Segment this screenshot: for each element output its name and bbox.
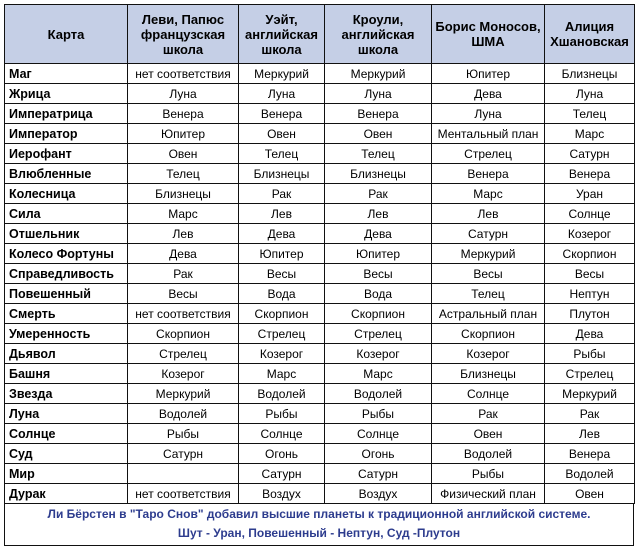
correspondence-cell: Сатурн <box>545 144 635 164</box>
correspondence-cell: Близнецы <box>325 164 432 184</box>
correspondence-cell <box>128 464 239 484</box>
table-row <box>5 364 635 384</box>
correspondence-cell: Луна <box>545 84 635 104</box>
table-row <box>5 404 635 424</box>
correspondence-cell: Дева <box>545 324 635 344</box>
correspondence-cell: Рыбы <box>128 424 239 444</box>
correspondence-cell: Марс <box>128 204 239 224</box>
correspondence-cell: Венера <box>128 104 239 124</box>
correspondence-cell: Козерог <box>545 224 635 244</box>
correspondence-cell: Водолей <box>128 404 239 424</box>
correspondence-cell: Сатурн <box>239 464 325 484</box>
table-row <box>5 224 635 244</box>
correspondence-cell: Рак <box>128 264 239 284</box>
correspondence-cell: Дева <box>325 224 432 244</box>
correspondence-cell: Рыбы <box>432 464 545 484</box>
correspondence-cell: Близнецы <box>239 164 325 184</box>
correspondence-cell: Овен <box>239 124 325 144</box>
correspondence-cell: Меркурий <box>325 64 432 84</box>
correspondence-cell: Скорпион <box>432 324 545 344</box>
correspondence-cell: Весы <box>325 264 432 284</box>
table-row <box>5 64 635 84</box>
correspondence-cell: Солнце <box>545 204 635 224</box>
correspondence-cell: Воздух <box>239 484 325 504</box>
footer-note <box>4 504 634 546</box>
correspondence-cell: Рак <box>432 404 545 424</box>
table-row <box>5 424 635 444</box>
correspondence-cell: Скорпион <box>325 304 432 324</box>
correspondence-cell: Водолей <box>325 384 432 404</box>
correspondence-cell: Марс <box>325 364 432 384</box>
correspondence-cell: Дева <box>128 244 239 264</box>
correspondence-cell: Стрелец <box>432 144 545 164</box>
card-name-cell: Мир <box>5 464 128 484</box>
correspondence-cell: Козерог <box>128 364 239 384</box>
correspondence-cell: Рак <box>545 404 635 424</box>
correspondence-cell: Овен <box>325 124 432 144</box>
correspondence-cell: Дева <box>432 84 545 104</box>
correspondence-cell: Стрелец <box>239 324 325 344</box>
correspondence-cell: Лев <box>128 224 239 244</box>
table-row <box>5 204 635 224</box>
header-crowley: Кроули, английская школа <box>325 5 432 64</box>
correspondence-cell: Близнецы <box>432 364 545 384</box>
correspondence-cell: Юпитер <box>128 124 239 144</box>
card-name-cell: Солнце <box>5 424 128 444</box>
tarot-correspondence-table <box>4 4 635 504</box>
correspondence-cell: Юпитер <box>432 64 545 84</box>
card-name-cell: Башня <box>5 364 128 384</box>
table-header <box>5 5 635 64</box>
table-body <box>5 64 635 504</box>
correspondence-cell: Овен <box>545 484 635 504</box>
correspondence-cell: Нептун <box>545 284 635 304</box>
card-name-cell: Маг <box>5 64 128 84</box>
card-name-cell: Суд <box>5 444 128 464</box>
correspondence-cell: Вода <box>239 284 325 304</box>
correspondence-cell: Луна <box>239 84 325 104</box>
table-row <box>5 84 635 104</box>
header-waite: Уэйт, английская школа <box>239 5 325 64</box>
correspondence-cell: Телец <box>128 164 239 184</box>
card-name-cell: Император <box>5 124 128 144</box>
table-row <box>5 484 635 504</box>
table-row <box>5 284 635 304</box>
correspondence-cell: Весы <box>128 284 239 304</box>
correspondence-cell: Солнце <box>239 424 325 444</box>
header-card: Карта <box>5 5 128 64</box>
footer-note-line-1: Ли Бёрстен в "Таро Снов" добавил высшие планеты к традиционной английской системе. <box>47 507 591 521</box>
correspondence-cell: Ментальный план <box>432 124 545 144</box>
card-name-cell: Дьявол <box>5 344 128 364</box>
correspondence-cell: Венера <box>545 164 635 184</box>
correspondence-cell: Венера <box>239 104 325 124</box>
tarot-correspondence-sheet <box>4 4 634 546</box>
card-name-cell: Влюбленные <box>5 164 128 184</box>
correspondence-cell: Скорпион <box>128 324 239 344</box>
header-monosov: Борис Моносов, ШМА <box>432 5 545 64</box>
correspondence-cell: Солнце <box>432 384 545 404</box>
correspondence-cell: Козерог <box>325 344 432 364</box>
correspondence-cell: Меркурий <box>128 384 239 404</box>
footer-note-line-2: Шут - Уран, Повешенный - Нептун, Суд -Плутон <box>177 526 461 540</box>
table-row <box>5 124 635 144</box>
correspondence-cell: Дева <box>239 224 325 244</box>
correspondence-cell: Сатурн <box>325 464 432 484</box>
correspondence-cell: Овен <box>432 424 545 444</box>
table-row <box>5 464 635 484</box>
card-name-cell: Императрица <box>5 104 128 124</box>
correspondence-cell: Венера <box>432 164 545 184</box>
correspondence-cell: Козерог <box>432 344 545 364</box>
correspondence-cell: Телец <box>545 104 635 124</box>
correspondence-cell: Рыбы <box>325 404 432 424</box>
correspondence-cell: Плутон <box>545 304 635 324</box>
card-name-cell: Колесница <box>5 184 128 204</box>
correspondence-cell: Стрелец <box>325 324 432 344</box>
header-row <box>5 5 635 64</box>
table-row <box>5 344 635 364</box>
correspondence-cell: Водолей <box>239 384 325 404</box>
correspondence-cell: Юпитер <box>239 244 325 264</box>
correspondence-cell: Сатурн <box>432 224 545 244</box>
card-name-cell: Звезда <box>5 384 128 404</box>
correspondence-cell: Стрелец <box>545 364 635 384</box>
correspondence-cell: Марс <box>239 364 325 384</box>
table-row <box>5 104 635 124</box>
correspondence-cell: Луна <box>432 104 545 124</box>
correspondence-cell: Огонь <box>325 444 432 464</box>
correspondence-cell: Весы <box>545 264 635 284</box>
correspondence-cell: Рыбы <box>239 404 325 424</box>
correspondence-cell: Венера <box>325 104 432 124</box>
correspondence-cell: Козерог <box>239 344 325 364</box>
card-name-cell: Смерть <box>5 304 128 324</box>
correspondence-cell: Рак <box>239 184 325 204</box>
correspondence-cell: Рыбы <box>545 344 635 364</box>
table-row <box>5 324 635 344</box>
card-name-cell: Повешенный <box>5 284 128 304</box>
card-name-cell: Колесо Фортуны <box>5 244 128 264</box>
correspondence-cell: Водолей <box>545 464 635 484</box>
correspondence-cell: Лев <box>325 204 432 224</box>
table-row <box>5 444 635 464</box>
table-row <box>5 244 635 264</box>
correspondence-cell: Солнце <box>325 424 432 444</box>
correspondence-cell: Воздух <box>325 484 432 504</box>
correspondence-cell: Огонь <box>239 444 325 464</box>
correspondence-cell: Стрелец <box>128 344 239 364</box>
correspondence-cell: Марс <box>432 184 545 204</box>
correspondence-cell: Марс <box>545 124 635 144</box>
header-levi-papus: Леви, Папюс французская школа <box>128 5 239 64</box>
correspondence-cell: Меркурий <box>239 64 325 84</box>
correspondence-cell: Скорпион <box>545 244 635 264</box>
correspondence-cell: Лев <box>545 424 635 444</box>
table-row <box>5 384 635 404</box>
correspondence-cell: Весы <box>432 264 545 284</box>
table-row <box>5 164 635 184</box>
correspondence-cell: Водолей <box>432 444 545 464</box>
correspondence-cell: Телец <box>325 144 432 164</box>
correspondence-cell: нет соответствия <box>128 484 239 504</box>
correspondence-cell: Близнецы <box>545 64 635 84</box>
card-name-cell: Иерофант <box>5 144 128 164</box>
correspondence-cell: Сатурн <box>128 444 239 464</box>
correspondence-cell: Близнецы <box>128 184 239 204</box>
table-row <box>5 264 635 284</box>
correspondence-cell: Лев <box>432 204 545 224</box>
correspondence-cell: Меркурий <box>545 384 635 404</box>
correspondence-cell: Луна <box>325 84 432 104</box>
correspondence-cell: Юпитер <box>325 244 432 264</box>
correspondence-cell: Венера <box>545 444 635 464</box>
correspondence-cell: Уран <box>545 184 635 204</box>
correspondence-cell: Физический план <box>432 484 545 504</box>
card-name-cell: Луна <box>5 404 128 424</box>
card-name-cell: Умеренность <box>5 324 128 344</box>
correspondence-cell: Весы <box>239 264 325 284</box>
correspondence-cell: нет соответствия <box>128 304 239 324</box>
correspondence-cell: Скорпион <box>239 304 325 324</box>
correspondence-cell: Меркурий <box>432 244 545 264</box>
correspondence-cell: Лев <box>239 204 325 224</box>
card-name-cell: Справедливость <box>5 264 128 284</box>
correspondence-cell: Вода <box>325 284 432 304</box>
card-name-cell: Дурак <box>5 484 128 504</box>
card-name-cell: Жрица <box>5 84 128 104</box>
correspondence-cell: Телец <box>239 144 325 164</box>
correspondence-cell: Астральный план <box>432 304 545 324</box>
table-row <box>5 184 635 204</box>
card-name-cell: Отшельник <box>5 224 128 244</box>
header-khshanovskaya: Алиция Хшановская <box>545 5 635 64</box>
correspondence-cell: нет соответствия <box>128 64 239 84</box>
correspondence-cell: Луна <box>128 84 239 104</box>
card-name-cell: Сила <box>5 204 128 224</box>
table-row <box>5 144 635 164</box>
correspondence-cell: Рак <box>325 184 432 204</box>
correspondence-cell: Овен <box>128 144 239 164</box>
correspondence-cell: Телец <box>432 284 545 304</box>
table-row <box>5 304 635 324</box>
